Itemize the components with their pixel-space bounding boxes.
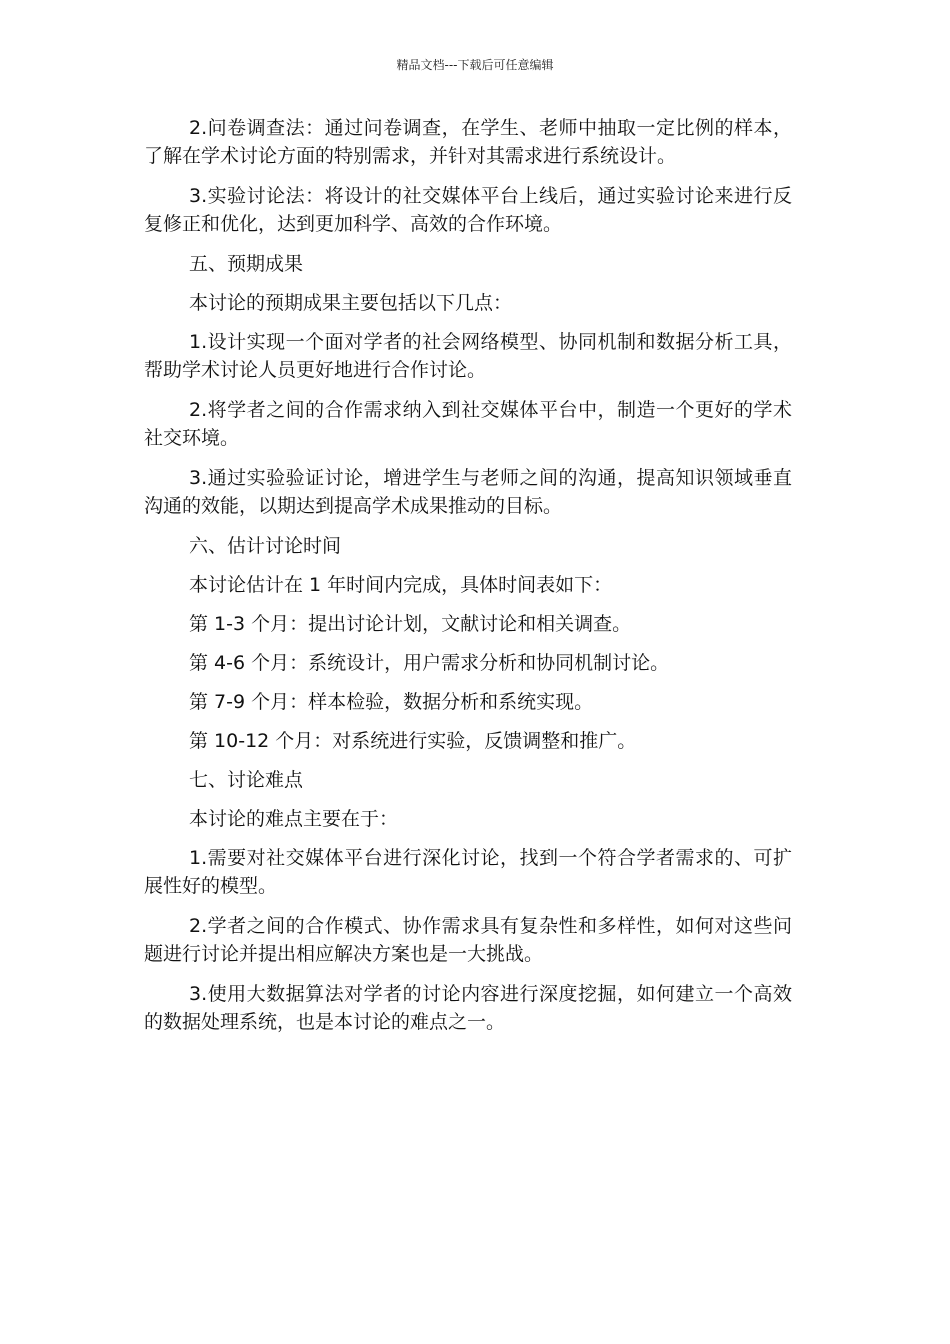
section-heading-difficulties: 七、讨论难点 <box>189 769 304 791</box>
paragraph-time-intro: 本讨论估计在 1 年时间内完成，具体时间表如下： <box>189 574 613 596</box>
schedule-item-1: 第 1-3 个月：提出讨论计划，文献讨论和相关调查。 <box>189 613 632 635</box>
paragraph-result-1: 1.设计实现一个面对学者的社会网络模型、协同机制和数据分析工具，帮助学术讨论人员更好地进行合作讨论。 <box>144 331 792 381</box>
paragraph-result-2: 2.将学者之间的合作需求纳入到社交媒体平台中，制造一个更好的学术社交环境。 <box>144 399 792 449</box>
paragraph-difficulty-3: 3.使用大数据算法对学者的讨论内容进行深度挖掘，如何建立一个高效的数据处理系统，也是本讨论的难点之一。 <box>144 983 792 1033</box>
paragraph-results-intro: 本讨论的预期成果主要包括以下几点： <box>189 292 513 314</box>
page-header: 精品文档---下载后可任意编辑 <box>396 58 554 72</box>
paragraph-difficulty-1: 1.需要对社交媒体平台进行深化讨论，找到一个符合学者需求的、可扩展性好的模型。 <box>144 847 792 897</box>
section-heading-expected-results: 五、预期成果 <box>189 253 304 275</box>
paragraph-method-questionnaire: 2.问卷调查法：通过问卷调查，在学生、老师中抽取一定比例的样本，了解在学术讨论方面的特别需求，并针对其需求进行系统设计。 <box>144 117 792 167</box>
section-heading-estimated-time: 六、估计讨论时间 <box>189 535 342 557</box>
paragraph-difficulties-intro: 本讨论的难点主要在于： <box>189 808 399 830</box>
paragraph-result-3: 3.通过实验验证讨论，增进学生与老师之间的沟通，提高知识领域垂直沟通的效能，以期达到提高学术成果推动的目标。 <box>144 467 792 517</box>
paragraph-difficulty-2: 2.学者之间的合作模式、协作需求具有复杂性和多样性，如何对这些问题进行讨论并提出相应解决方案也是一大挑战。 <box>144 915 792 965</box>
schedule-item-4: 第 10-12 个月：对系统进行实验，反馈调整和推广。 <box>189 730 637 752</box>
paragraph-method-experiment: 3.实验讨论法：将设计的社交媒体平台上线后，通过实验讨论来进行反复修正和优化，达到更加科学、高效的合作环境。 <box>144 185 792 235</box>
schedule-item-2: 第 4-6 个月：系统设计，用户需求分析和协同机制讨论。 <box>189 652 670 674</box>
schedule-item-3: 第 7-9 个月：样本检验，数据分析和系统实现。 <box>189 691 594 713</box>
document-body <box>144 114 792 1048</box>
